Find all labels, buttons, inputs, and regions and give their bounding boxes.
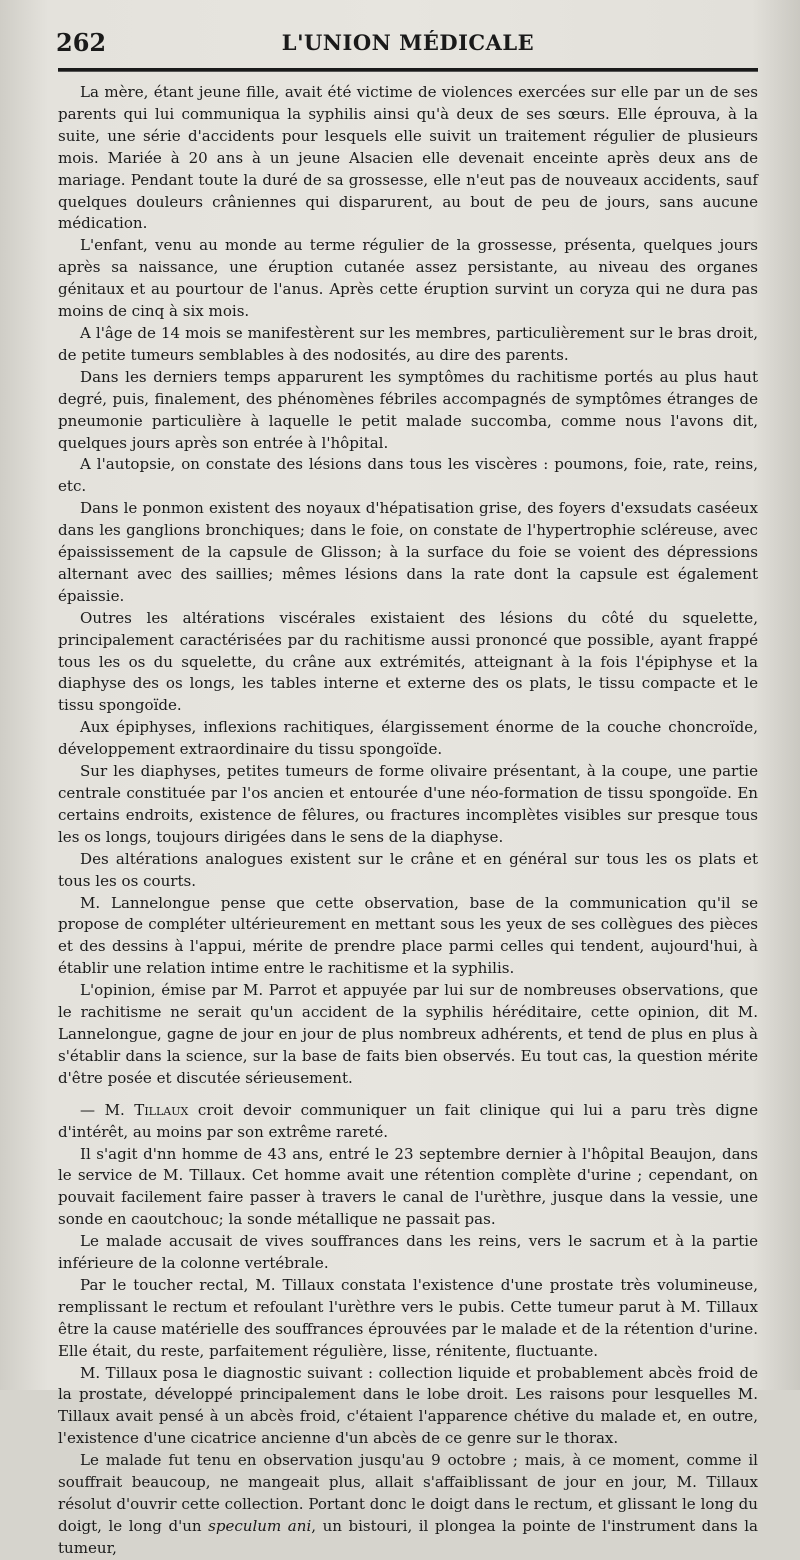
paragraph: L'enfant, venu au monde au terme régulier de la grossesse, présenta, quelques jours après sa naissance, une éruption cutanée assez persistante, au niveau des organes génitaux et au pourtour de l'anus. Après cette éruption survint un coryza qui ne dura pas moins de cinq à six mois.: [58, 236, 758, 321]
paragraph-final: [58, 1450, 758, 1560]
paragraph: Le malade accusait de vives souffrances dans les reins, vers le sacrum et à la partie inférieure de la colonne vertébrale.: [58, 1232, 758, 1273]
paragraph: Par le toucher rectal, M. Tillaux constata l'existence d'une prostate très volumineuse, remplissant le rectum et refoulant l'urèthre vers le pubis. Cette tumeur parut à M. Tillaux être la cause matérielle des souffrances éprouvées par le malade et de la rétention d'urine. Elle était, du reste, parfaitement régulière, lisse, rénitente, fluctuante.: [58, 1275, 758, 1360]
article-body: [58, 82, 758, 1560]
paragraph: M. Lannelongue pense que cette observation, base de la communication qu'il se propose de compléter ultérieurement en mettant sous les yeux de ses collègues des pièces et des dessins à l'appui, mérite de prendre place parmi celles qui tendent, aujourd'hui, à établir une relation intime entre le rachitisme et la syphilis.: [58, 893, 758, 978]
paragraph: Dans le ponmon existent des noyaux d'hépatisation grise, des foyers d'exsudats caséeux dans les ganglions bronchiques; dans le foie, on constate de l'hypertrophie scléreuse, avec épaississement de la capsule de Glisson; à la surface du foie se voient des dépressions alternant avec des saillies; mêmes lésions dans la rate dont la capsule est également épaissie.: [58, 499, 758, 605]
speaker-name: Tillaux: [134, 1100, 189, 1119]
paragraph: Dans les derniers temps apparurent les symptômes du rachitisme portés au plus haut degré, puis, finalement, des phénomènes fébriles accompagnés de symptômes étranges de pneumonie particulière à laquelle le petit malade succomba, comme nous l'avons dit, quelques jours après son entrée à l'hôpital.: [58, 367, 758, 452]
running-title: L'UNION MÉDICALE: [281, 30, 535, 55]
paragraph: La mère, étant jeune fille, avait été victime de violences exercées sur elle par un de ses parents qui lui communiqua la syphilis ainsi qu'à deux de ses sœurs. Elle éprouva, à la suite, une série d'accidents pour lesquels elle suivit un traitement régulier de plusieurs mois. Mariée à 20 ans à un jeune Alsacien elle devenait enceinte après deux ans de mariage. Pendant toute la duré de sa grossesse, elle n'eut pas de nouveaux accidents, sauf quelques douleurs crâniennes qui disparurent, au bout de peu de jours, sans aucune médication.: [58, 83, 758, 233]
page-header: [56, 14, 758, 57]
paragraph: Il s'agit d'nn homme de 43 ans, entré le 23 septembre dernier à l'hôpital Beaujon, dans le service de M. Tillaux. Cet homme avait une rétention complète d'urine ; cependant, on pouvait facilement faire passer à travers le canal de l'urèthre, jusque dans la vessie, une sonde en caoutchouc; la sonde métallique ne passait pas.: [58, 1144, 758, 1229]
paragraph-tillaux-intro: [58, 1100, 758, 1144]
page-number: 262: [56, 28, 107, 57]
paragraph: M. Tillaux posa le diagnostic suivant : collection liquide et probablement abcès froid de la prostate, développé principalement dans le lobe droit. Les raisons pour lesquelles M. Tillaux avait pensé à un abcès froid, c'étaient l'apparence chétive du malade et, en outre, l'existence d'une cicatrice ancienne d'un abcès de ce genre sur le thorax.: [58, 1363, 758, 1448]
paragraph: L'opinion, émise par M. Parrot et appuyée par lui sur de nombreuses observations, que le rachitisme ne serait qu'un accident de la syphilis héréditaire, cette opinion, dit M. Lannelongue, gagne de jour en jour de plus nombreux adhérents, et tend de plus en plus à s'établir dans la science, sur la base de faits bien observés. Eu tout cas, la question mérite d'être posée et discutée sérieusement.: [58, 981, 758, 1087]
paragraph: Des altérations analogues existent sur le crâne et en général sur tous les os plats et tous les os courts.: [58, 849, 758, 890]
paragraph: A l'âge de 14 mois se manifestèrent sur les membres, particulièrement sur le bras droit, de petite tumeurs semblables à des nodosités, au dire des parents.: [58, 323, 758, 364]
paragraph: Sur les diaphyses, petites tumeurs de forme olivaire présentant, à la coupe, une partie centrale constituée par l'os ancien et entourée d'une néo-formation de tissu spongoïde. En certains endroits, existence de fêlures, ou fractures incomplètes visibles sur presque tous les os longs, toujours dirigées dans le sens de la diaphyse.: [58, 762, 758, 846]
paragraph-tail: , un bistouri, il plongea la pointe de l'instrument dans la tumeur,: [58, 1516, 758, 1557]
paragraph: Aux épiphyses, inflexions rachitiques, élargissement énorme de la couche choncroïde, développement extraordinaire du tissu spongoïde.: [58, 718, 758, 759]
header-rule: [58, 68, 758, 72]
italic-term: speculum ani: [208, 1516, 312, 1535]
paragraph-text: croit devoir communiquer un fait clinique qui lui a paru très digne d'intérêt, au moins par son extrême rareté.: [58, 1100, 758, 1141]
paragraph: A l'autopsie, on constate des lésions dans tous les viscères : poumons, foie, rate, reins, etc.: [58, 455, 758, 496]
paragraph: Outres les altérations viscérales existaient des lésions du côté du squelette, principalement caractérisées par du rachitisme aussi prononcé que possible, ayant frappé tous les os du squelette, du crâne aux extrémités, atteignant à la fois l'épiphyse et la diaphyse des os longs, les tables interne et externe des os plats, le tissu compacte et le tissu spongoïde.: [58, 608, 758, 715]
paragraph-text: Le malade fut tenu en observation jusqu'au 9 octobre ; mais, à ce moment, comme il souffrait beaucoup, ne mangeait plus, allait s'affaiblissant de jour en jour, M. Tillaux résolut d'ouvrir cette collection. Portant donc le doigt dans le rectum, et glissant le long du doigt, le long d'un: [58, 1451, 758, 1535]
paragraph-lead: — M.: [80, 1100, 135, 1119]
